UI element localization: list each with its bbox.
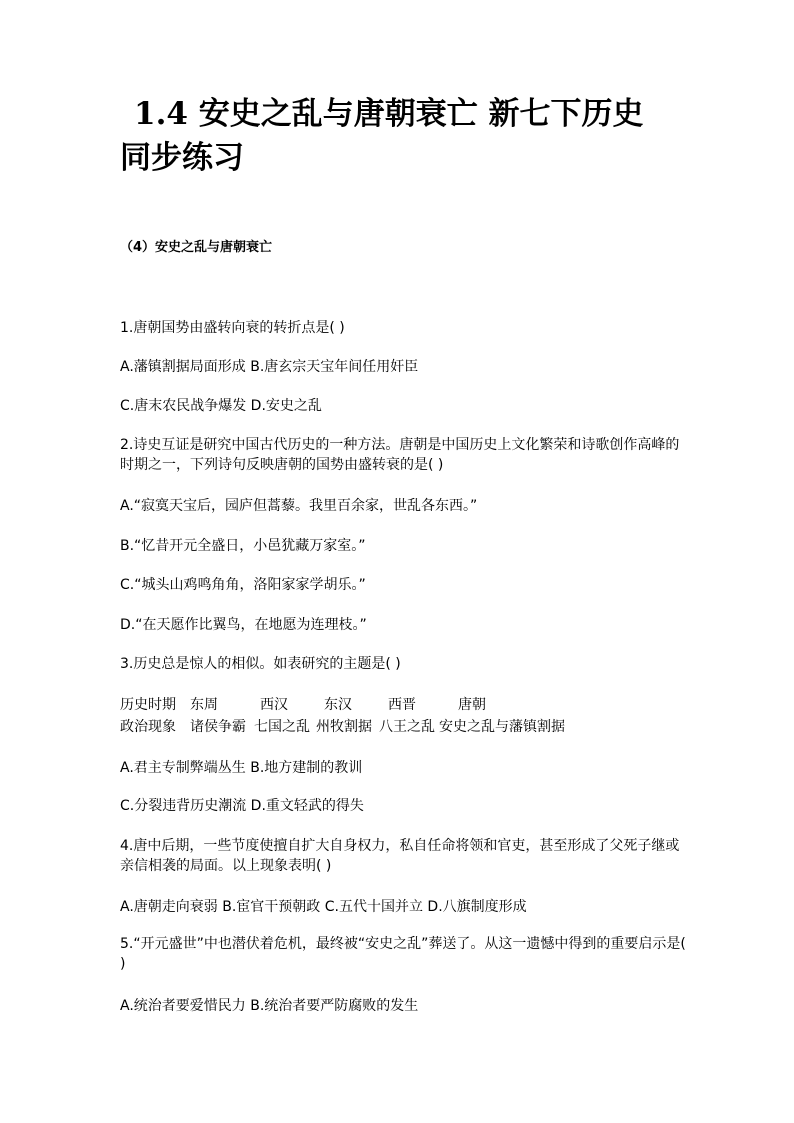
title-line-1: 1.4 安史之乱与唐朝衰亡 新七下历史 <box>134 96 644 132</box>
table-cell: 政治现象 <box>120 719 176 735</box>
question-3-options-ab: A.君主专制弊端丛生 B.地方建制的教训 <box>120 760 363 776</box>
section-heading: （4）安史之乱与唐朝衰亡 <box>120 240 273 255</box>
table-row-periods <box>120 694 565 716</box>
table-cell: 西晋 <box>388 697 416 713</box>
document-title <box>120 92 700 180</box>
question-4-options: A.唐朝走向衰弱 B.宦官干预朝政 C.五代十国并立 D.八旗制度形成 <box>120 899 527 915</box>
table-cell: 东周 <box>190 697 218 713</box>
question-5-options-ab: A.统治者要爱惜民力 B.统治者要严防腐败的发生 <box>120 998 419 1014</box>
question-1-stem: 1.唐朝国势由盛转向衰的转折点是( ) <box>120 320 345 336</box>
question-3-options-cd: C.分裂违背历史潮流 D.重文轻武的得失 <box>120 798 364 814</box>
table-row-phenomena <box>120 716 565 738</box>
question-2-option-a: A.“寂寞天宝后，园庐但蒿藜。我里百余家，世乱各东西。” <box>120 498 478 514</box>
question-1-options-cd: C.唐末农民战争爆发 D.安史之乱 <box>120 398 322 414</box>
question-2-option-d: D.“在天愿作比翼鸟，在地愿为连理枝。” <box>120 617 367 633</box>
table-cell: 州牧割据 <box>316 719 372 735</box>
question-5-stem: 5.“开元盛世”中也潜伏着危机，最终被“安史之乱”葬送了。从这一遗憾中得到的重要启示是( ) <box>120 936 686 972</box>
table-cell: 诸侯争霸 <box>190 719 246 735</box>
table-cell: 西汉 <box>260 697 288 713</box>
question-3-stem: 3.历史总是惊人的相似。如表研究的主题是( ) <box>120 656 401 672</box>
table-cell: 历史时期 <box>120 697 176 713</box>
history-table <box>120 694 565 738</box>
question-1-options-ab: A.藩镇割据局面形成 B.唐玄宗天宝年间任用奸臣 <box>120 359 419 375</box>
table-cell: 七国之乱 <box>254 719 310 735</box>
question-2-option-b: B.“忆昔开元全盛日，小邑犹藏万家室。” <box>120 538 366 554</box>
question-4-stem: 4.唐中后期，一些节度使擅自扩大自身权力，私自任命将领和官吏，甚至形成了父死子继或亲信相袭的局面。以上现象表明( ) <box>120 838 680 874</box>
table-cell: 安史之乱与藩镇割据 <box>439 719 565 735</box>
title-line-2: 同步练习 <box>120 140 244 176</box>
table-cell: 八王之乱 <box>379 719 435 735</box>
table-cell: 东汉 <box>324 697 352 713</box>
question-2-option-c: C.“城头山鸡鸣角角，洛阳家家学胡乐。” <box>120 577 366 593</box>
table-cell: 唐朝 <box>458 697 486 713</box>
question-2-stem: 2.诗史互证是研究中国古代历史的一种方法。唐朝是中国历史上文化繁荣和诗歌创作高峰的时期之一，下列诗句反映唐朝的国势由盛转衰的是( ) <box>120 437 680 473</box>
